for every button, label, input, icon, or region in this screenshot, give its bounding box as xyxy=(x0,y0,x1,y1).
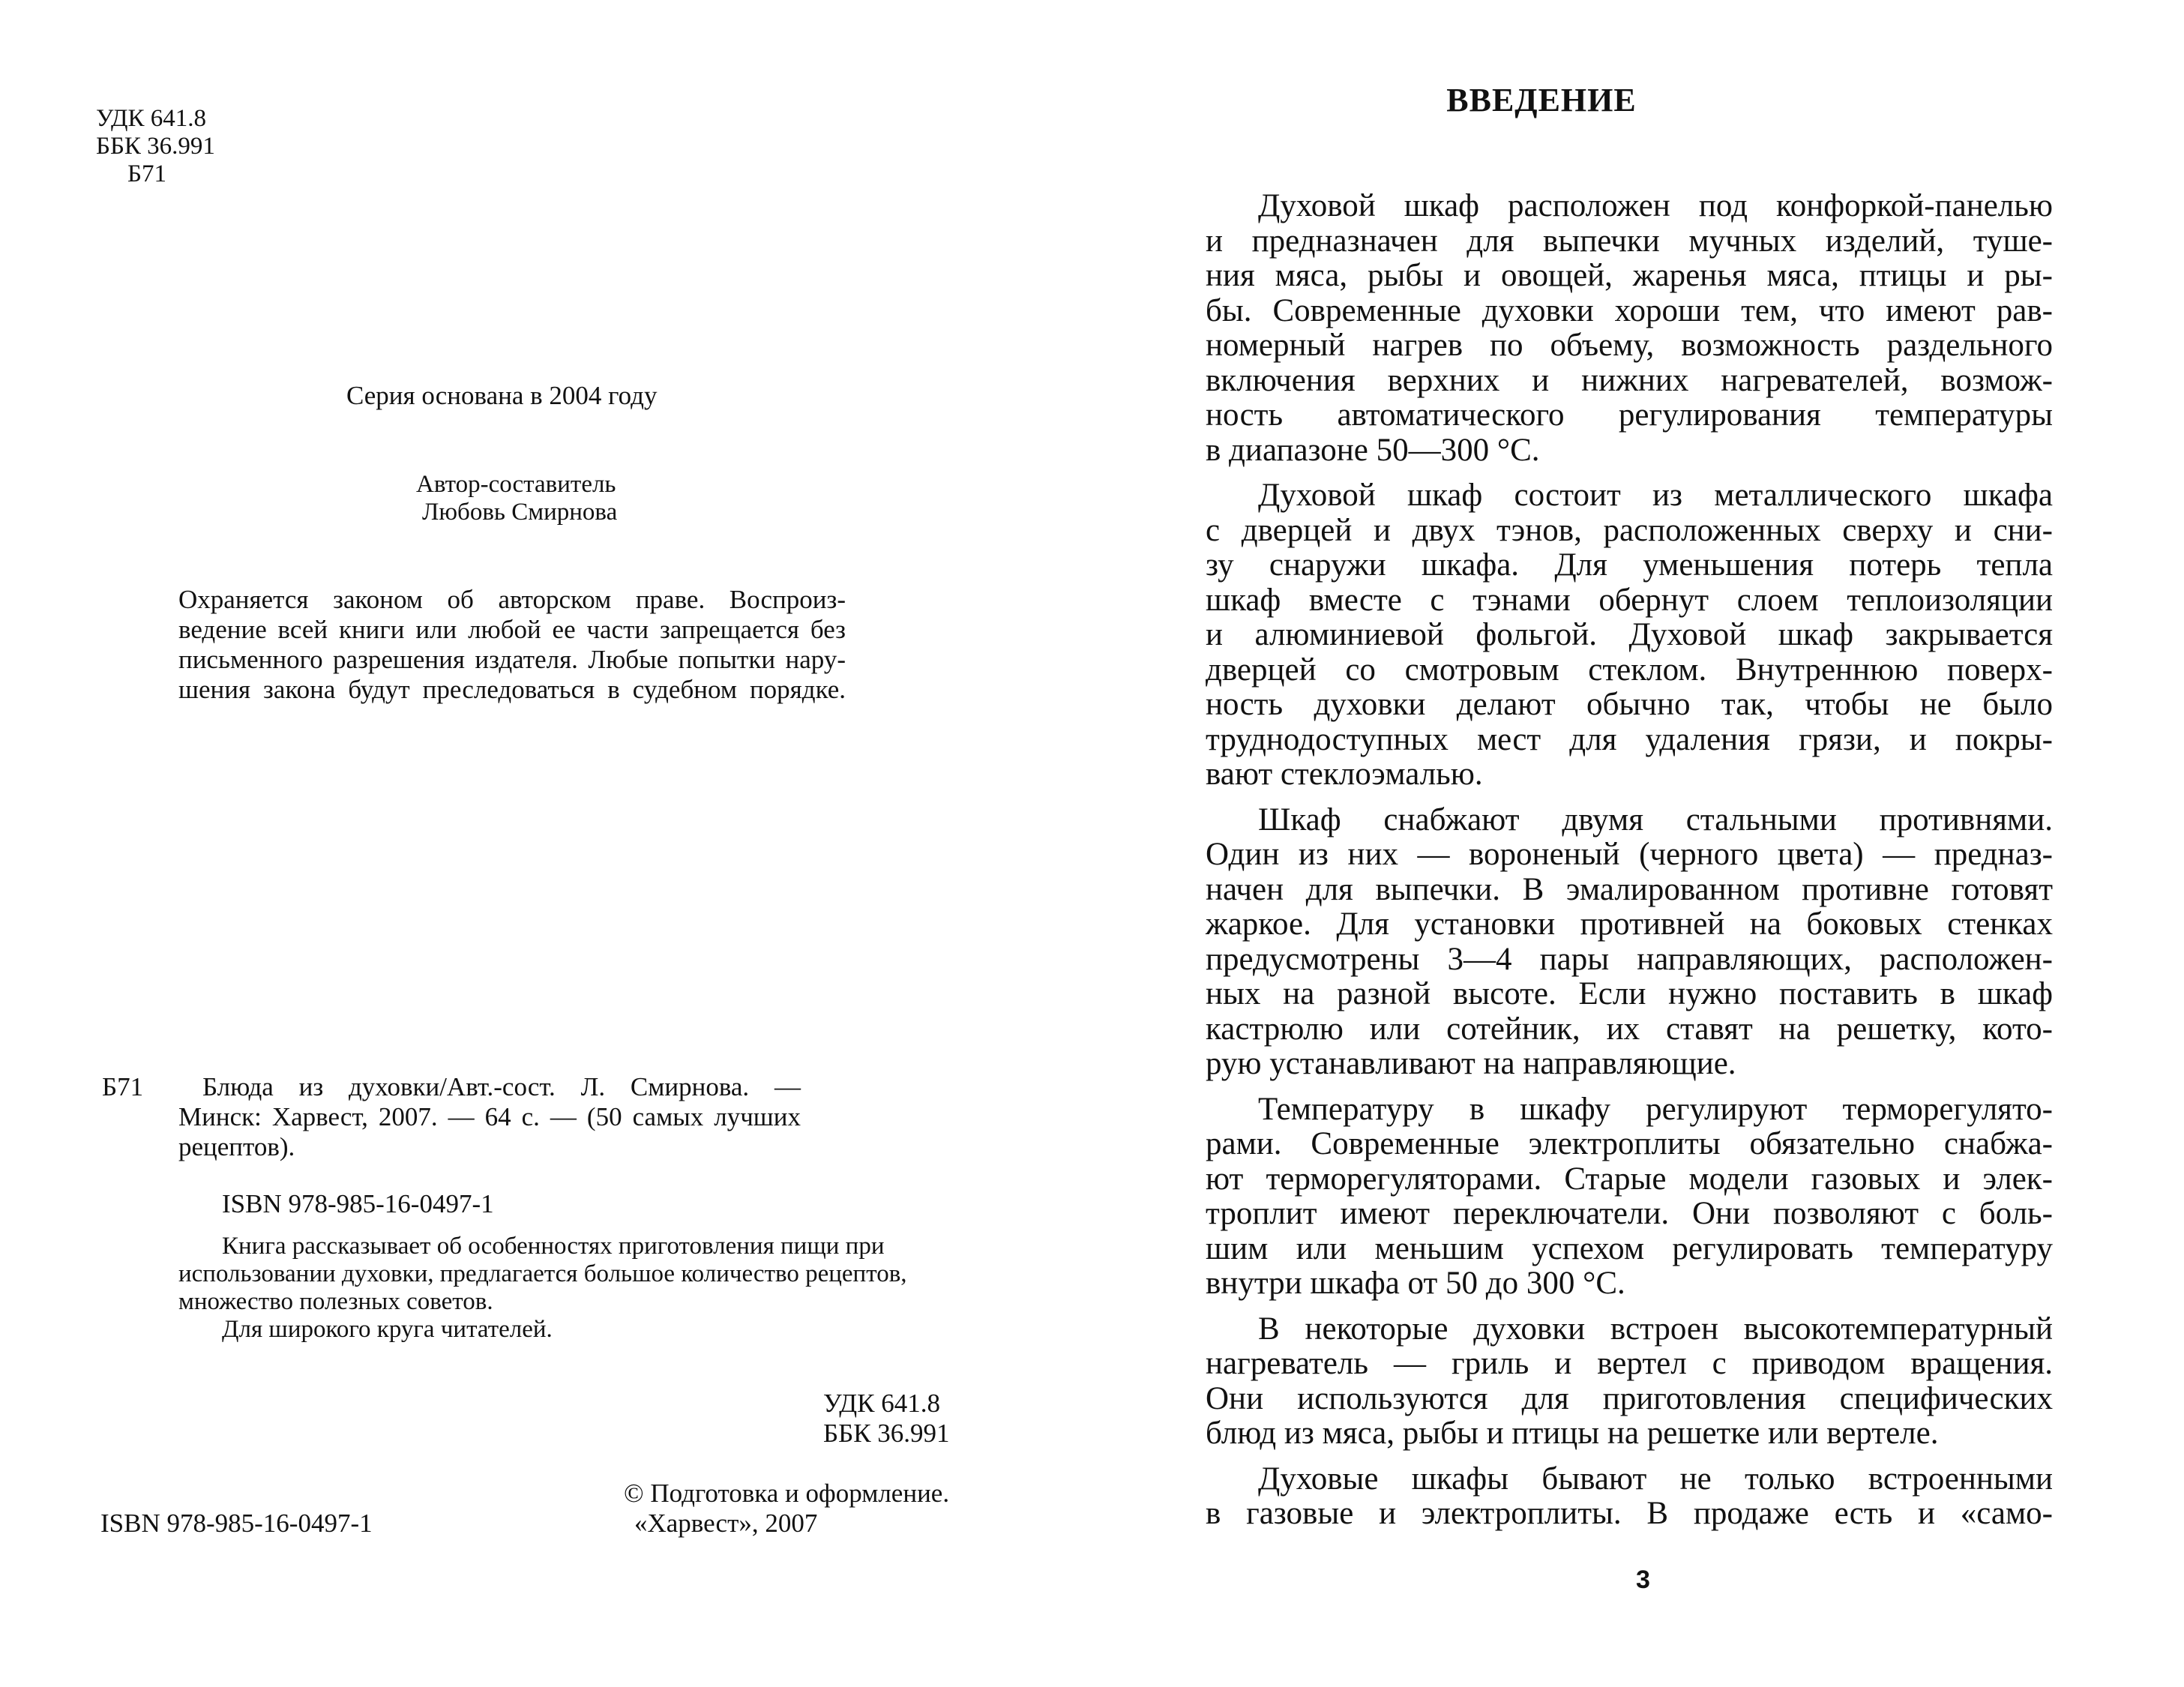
text-line: рую устанавливают на направляющие. xyxy=(1206,1046,1736,1081)
copyright-line: письменного разрешения издателя. Любые попытки нару- xyxy=(178,645,846,674)
text-line: ют терморегуляторами. Старые модели газовых и элек- xyxy=(1206,1161,2053,1197)
udk-code: УДК 641.8 xyxy=(96,105,207,132)
copyright-line: Охраняется законом об авторском праве. Воспроиз- xyxy=(178,585,846,614)
chapter-title: ВВЕДЕНИЕ xyxy=(1446,82,1637,118)
isbn-line: ISBN 978-985-16-0497-1 xyxy=(222,1189,494,1218)
copyright-line: ведение всей книги или любой ее части запрещается без xyxy=(178,615,846,644)
paragraph-4 xyxy=(1206,1092,2053,1302)
text-line: бы. Современные духовки хороши тем, что имеют рав- xyxy=(1206,292,2053,328)
text-line: Они используются для приготовления специфических xyxy=(1206,1380,2053,1416)
text-line: Шкаф снабжают двумя стальными противнями. xyxy=(1258,802,2053,838)
text-line: ных на разной высоте. Если нужно поставить в шкаф xyxy=(1206,976,2053,1011)
text-line: и алюминиевой фольгой. Духовой шкаф закрывается xyxy=(1206,617,2053,652)
paragraph-1 xyxy=(1206,189,2053,468)
catalog-line: рецептов). xyxy=(178,1132,295,1161)
text-line: и предназначен для выпечки мучных изделий, туше- xyxy=(1206,223,2053,259)
text-line: нагреватель — гриль и вертел с приводом вращения. xyxy=(1206,1346,2053,1381)
author-name: Любовь Смирнова xyxy=(422,499,618,526)
text-line: в газовые и электроплиты. В продаже есть и «само- xyxy=(1206,1496,2053,1531)
text-line: Температуру в шкафу регулируют терморегулято- xyxy=(1258,1091,2053,1127)
design-credit: © Подготовка и оформление. xyxy=(624,1479,950,1508)
text-line: Духовой шкаф состоит из металлического шкафа xyxy=(1258,478,2053,513)
right-page xyxy=(1092,0,2184,1687)
catalog-line: Минск: Харвест, 2007. — 64 с. — (50 самых лучших xyxy=(178,1102,801,1131)
body-text xyxy=(1206,189,2053,1542)
text-line: труднодоступных мест для удаления грязи, и покры- xyxy=(1206,721,2053,757)
paragraph-5 xyxy=(1206,1312,2053,1452)
text-line: кастрюлю или сотейник, их ставят на решетку, кото- xyxy=(1206,1011,2053,1047)
text-line: троплит имеют переключатели. Они позволяют с боль- xyxy=(1206,1196,2053,1231)
text-line: с дверцей и двух тэнов, расположенных сверху и сни- xyxy=(1206,512,2053,548)
text-line: номерный нагрев по объему, возможность раздельного xyxy=(1206,328,2053,363)
imprint-block xyxy=(624,1479,949,1539)
page-number: 3 xyxy=(1636,1566,1650,1594)
bottom-isbn: ISBN 978-985-16-0497-1 xyxy=(100,1509,373,1538)
text-line: зу снаружи шкафа. Для уменьшения потерь тепла xyxy=(1206,547,2053,583)
publisher-year: «Харвест», 2007 xyxy=(634,1509,818,1538)
paragraph-2 xyxy=(1206,478,2053,793)
catalog-line: Блюда из духовки/Авт.-сост. Л. Смирнова. — xyxy=(202,1072,801,1101)
text-line: дверцей со смотровым стеклом. Внутреннюю поверх- xyxy=(1206,652,2053,688)
text-line: Духовой шкаф расположен под конфоркой-панелью xyxy=(1258,188,2053,223)
copyright-notice xyxy=(178,585,846,705)
author-mark: Б71 xyxy=(127,160,166,187)
text-line: включения верхних и нижних нагревателей, возмож- xyxy=(1206,362,2053,398)
text-line: в диапазоне 50—300 °С. xyxy=(1206,432,1540,468)
catalog-entry xyxy=(178,1072,801,1162)
paragraph-6 xyxy=(1206,1462,2053,1532)
audience-line: Для широкого круга читателей. xyxy=(222,1316,553,1343)
top-classification-codes xyxy=(96,105,215,188)
text-line: блюд из мяса, рыбы и птицы на решетке или вертеле. xyxy=(1206,1416,1939,1451)
text-line: жаркое. Для установки противней на боковых стенках xyxy=(1206,906,2053,942)
text-line: вают стеклоэмалью. xyxy=(1206,757,1483,792)
udk-code: УДК 641.8 xyxy=(823,1389,940,1418)
bottom-classification-codes xyxy=(823,1389,950,1449)
annotation-line: использовании духовки, предлагается большое количество рецептов, xyxy=(178,1260,907,1287)
text-line: предусмотрены 3—4 пары направляющих, расположен- xyxy=(1206,941,2053,977)
text-line: Духовые шкафы бывают не только встроенными xyxy=(1258,1461,2053,1497)
text-line: В некоторые духовки встроен высокотемпературный xyxy=(1258,1311,2053,1347)
annotation-line: Книга рассказывает об особенностях приготовления пищи при xyxy=(222,1233,885,1260)
text-line: ность духовки делают обычно так, чтобы не было xyxy=(1206,687,2053,722)
paragraph-3 xyxy=(1206,803,2053,1082)
text-line: внутри шкафа от 50 до 300 °С. xyxy=(1206,1266,1625,1301)
text-line: ния мяса, рыбы и овощей, жаренья мяса, птицы и ры- xyxy=(1206,258,2053,293)
text-line: начен для выпечки. В эмалированном противне готовят xyxy=(1206,871,2053,907)
text-line: Один из них — вороненый (черного цвета) — предназ- xyxy=(1206,837,2053,872)
text-line: рами. Современные электроплиты обязательно снабжа- xyxy=(1206,1126,2053,1161)
series-note: Серия основана в 2004 году xyxy=(346,381,658,410)
text-line: шим или меньшим успехом регулировать температуру xyxy=(1206,1230,2053,1266)
annotation xyxy=(178,1233,964,1344)
bbk-code: ББК 36.991 xyxy=(96,133,215,160)
author-block xyxy=(416,471,617,526)
annotation-line: множество полезных советов. xyxy=(178,1288,493,1315)
text-line: шкаф вместе с тэнами обернут слоем теплоизоляции xyxy=(1206,582,2053,618)
copyright-line: шения закона будут преследоваться в судебном порядке. xyxy=(178,675,846,704)
author-role: Автор-составитель xyxy=(416,471,616,498)
catalog-code: Б71 xyxy=(102,1072,144,1101)
bbk-code: ББК 36.991 xyxy=(823,1419,950,1448)
text-line: ность автоматического регулирования температуры xyxy=(1206,397,2053,433)
